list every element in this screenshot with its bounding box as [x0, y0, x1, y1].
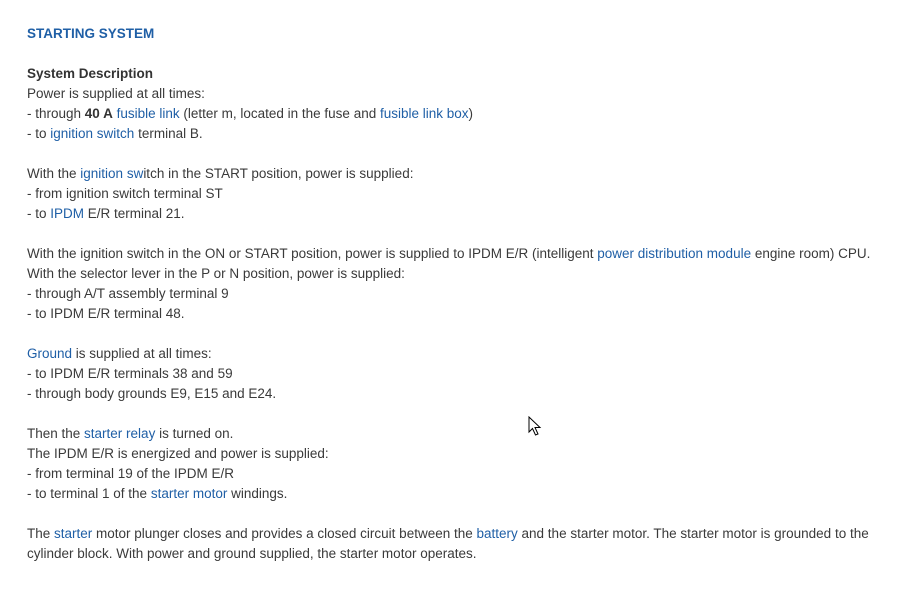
ignition-switch-link[interactable]: ignition sw — [80, 166, 144, 181]
text-span: terminal B. — [134, 126, 203, 141]
bullet-item: - through A/T assembly terminal 9 — [27, 286, 229, 301]
document-body — [27, 24, 907, 564]
text-span: and the starter motor. The starter motor is grounded to the cylinder block. With power and ground supplied, the starter motor operates. — [27, 526, 869, 561]
bullet-item: - from terminal 19 of the IPDM E/R — [27, 466, 235, 481]
paragraph-line — [27, 164, 907, 184]
text-span: With the — [27, 166, 81, 181]
text-span: itch in the START position, power is supplied: — [143, 166, 414, 181]
mouse-pointer-icon — [528, 416, 542, 436]
paragraph-line: Power is supplied at all times: — [27, 86, 205, 101]
text-span: windings. — [227, 486, 288, 501]
text-span: E/R terminal 21. — [84, 206, 185, 221]
spacer — [27, 144, 907, 164]
text-span: - to terminal 1 of the — [27, 486, 151, 501]
text-span: - to — [27, 126, 51, 141]
bullet-item: - from ignition switch terminal ST — [27, 186, 223, 201]
spacer — [27, 324, 907, 344]
ipdm-link[interactable]: IPDM — [50, 206, 85, 221]
text-span: The — [27, 526, 55, 541]
fusible-link-link[interactable]: fusible link — [116, 106, 180, 121]
section-heading: System Description — [27, 66, 154, 81]
amperage-value: 40 A — [84, 106, 113, 121]
text-span: engine room) CPU. — [751, 246, 871, 261]
spacer — [27, 504, 907, 524]
battery-link[interactable]: battery — [476, 526, 518, 541]
starter-motor-link[interactable]: starter motor — [150, 486, 228, 501]
text-span: With the ignition switch in the ON or START position, power is supplied to IPDM E/R (intelligent — [27, 246, 598, 261]
ground-link[interactable]: Ground — [27, 346, 73, 361]
text-span: is supplied at all times: — [72, 346, 212, 361]
bullet-item: - to IPDM E/R terminal 48. — [27, 306, 185, 321]
text-span: motor plunger closes and provides a closed circuit between the — [92, 526, 477, 541]
paragraph-line: With the selector lever in the P or N position, power is supplied: — [27, 266, 405, 281]
paragraph-line: The IPDM E/R is energized and power is supplied: — [27, 446, 329, 461]
power-distribution-module-link[interactable]: power distribution module — [597, 246, 752, 261]
paragraph-line — [27, 524, 907, 564]
bullet-item — [27, 204, 907, 224]
text-span: - to — [27, 206, 51, 221]
bullet-item — [27, 124, 907, 144]
bullet-item: - to IPDM E/R terminals 38 and 59 — [27, 366, 233, 381]
spacer — [27, 44, 907, 64]
paragraph-line — [27, 344, 907, 364]
bullet-item: - through body grounds E9, E15 and E24. — [27, 386, 277, 401]
starter-link[interactable]: starter — [54, 526, 93, 541]
page-title: STARTING SYSTEM — [27, 26, 155, 41]
bullet-item — [27, 484, 907, 504]
text-span: Then the — [27, 426, 85, 441]
text-span: (letter m, located in the fuse and — [179, 106, 380, 121]
spacer — [27, 224, 907, 244]
spacer — [27, 404, 907, 424]
fusible-link-box-link[interactable]: fusible link box — [379, 106, 469, 121]
text-span: ) — [468, 106, 474, 121]
ignition-switch-link[interactable]: ignition switch — [50, 126, 135, 141]
text-span: - through — [27, 106, 85, 121]
paragraph-line — [27, 244, 907, 264]
text-span: is turned on. — [155, 426, 234, 441]
paragraph-line — [27, 424, 907, 444]
bullet-item — [27, 104, 907, 124]
starter-relay-link[interactable]: starter relay — [84, 426, 156, 441]
